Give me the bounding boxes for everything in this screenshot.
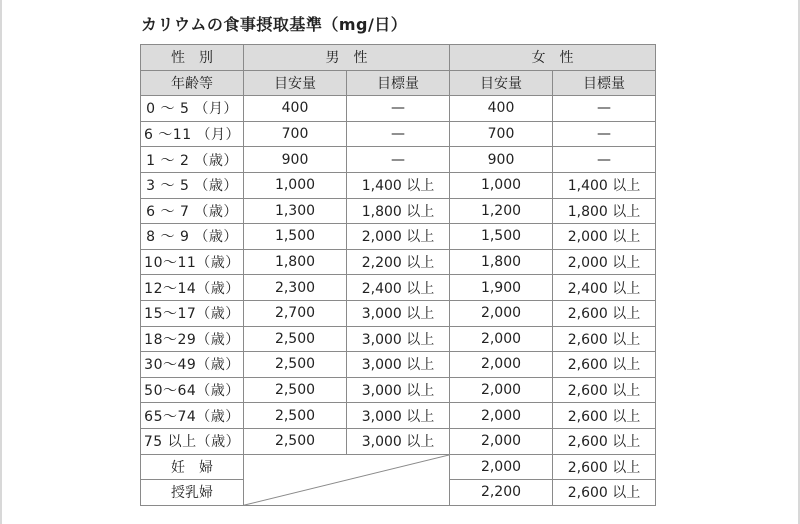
page-border-left [0, 0, 2, 524]
female-target-cell: 2,600 以上 [553, 300, 656, 326]
table-row [141, 172, 656, 198]
age-cell: 12～14（歳） [141, 275, 244, 301]
age-cell: 75 以上（歳） [141, 428, 244, 454]
male-adequate-cell: 2,500 [244, 377, 347, 403]
male-adequate-cell: 1,500 [244, 224, 347, 250]
male-target-cell: 3,000 以上 [347, 352, 450, 378]
male-target-cell: 3,000 以上 [347, 403, 450, 429]
female-target-cell: 2,600 以上 [553, 454, 656, 480]
male-adequate-cell: 900 [244, 147, 347, 173]
female-target-cell: — [553, 121, 656, 147]
table-body [141, 96, 656, 506]
male-target-cell: 3,000 以上 [347, 326, 450, 352]
table-row [141, 377, 656, 403]
age-cell: 8 ～ 9 （歳） [141, 224, 244, 250]
female-adequate-cell: 1,500 [450, 224, 553, 250]
male-target-cell: 3,000 以上 [347, 300, 450, 326]
diagonal-slash [244, 455, 449, 505]
age-cell: 30～49（歳） [141, 352, 244, 378]
header-age: 年齢等 [141, 70, 244, 96]
female-adequate-cell: 900 [450, 147, 553, 173]
age-cell: 15～17（歳） [141, 300, 244, 326]
female-target-cell: 2,600 以上 [553, 403, 656, 429]
male-adequate-cell: 1,800 [244, 249, 347, 275]
female-adequate-cell: 2,000 [450, 428, 553, 454]
female-target-cell: — [553, 147, 656, 173]
female-adequate-cell: 1,900 [450, 275, 553, 301]
header-female-adequate: 目安量 [450, 70, 553, 96]
male-target-cell: 1,800 以上 [347, 198, 450, 224]
male-target-cell: 2,200 以上 [347, 249, 450, 275]
female-target-cell: 2,400 以上 [553, 275, 656, 301]
female-adequate-cell: 2,000 [450, 352, 553, 378]
table-row [141, 198, 656, 224]
female-adequate-cell: 2,000 [450, 300, 553, 326]
header-male: 男 性 [244, 45, 450, 71]
female-adequate-cell: 1,000 [450, 172, 553, 198]
male-target-cell: — [347, 96, 450, 122]
female-adequate-cell: 400 [450, 96, 553, 122]
table-row [141, 326, 656, 352]
female-target-cell: 2,600 以上 [553, 326, 656, 352]
female-adequate-cell: 1,200 [450, 198, 553, 224]
female-target-cell: 2,600 以上 [553, 352, 656, 378]
header-row-sex [141, 45, 656, 71]
age-cell: 0 ～ 5 （月） [141, 96, 244, 122]
table-row [141, 275, 656, 301]
female-target-cell: 1,400 以上 [553, 172, 656, 198]
table-row [141, 428, 656, 454]
female-adequate-cell: 2,000 [450, 403, 553, 429]
female-adequate-cell: 1,800 [450, 249, 553, 275]
female-adequate-cell: 700 [450, 121, 553, 147]
female-target-cell: — [553, 96, 656, 122]
male-target-cell: 2,400 以上 [347, 275, 450, 301]
female-adequate-cell: 2,000 [450, 326, 553, 352]
table-row [141, 352, 656, 378]
table-row [141, 249, 656, 275]
male-not-applicable-cell [244, 454, 450, 505]
group-label-cell: 妊 婦 [141, 454, 244, 480]
male-adequate-cell: 2,500 [244, 352, 347, 378]
male-adequate-cell: 2,500 [244, 403, 347, 429]
table-title: カリウムの食事摂取基準（mg/日） [141, 15, 408, 34]
male-target-cell: 3,000 以上 [347, 428, 450, 454]
male-adequate-cell: 2,300 [244, 275, 347, 301]
female-target-cell: 2,600 以上 [553, 480, 656, 506]
male-target-cell: 3,000 以上 [347, 377, 450, 403]
female-target-cell: 2,600 以上 [553, 377, 656, 403]
header-male-adequate: 目安量 [244, 70, 347, 96]
age-cell: 6 ～ 7 （歳） [141, 198, 244, 224]
header-female: 女 性 [450, 45, 656, 71]
female-adequate-cell: 2,200 [450, 480, 553, 506]
header-row-measure [141, 70, 656, 96]
male-target-cell: 2,000 以上 [347, 224, 450, 250]
male-adequate-cell: 1,000 [244, 172, 347, 198]
header-female-target: 目標量 [553, 70, 656, 96]
table-row [141, 224, 656, 250]
age-cell: 3 ～ 5 （歳） [141, 172, 244, 198]
female-target-cell: 2,000 以上 [553, 224, 656, 250]
male-adequate-cell: 1,300 [244, 198, 347, 224]
table-row [141, 403, 656, 429]
male-adequate-cell: 700 [244, 121, 347, 147]
group-label-cell: 授乳婦 [141, 480, 244, 506]
age-cell: 50～64（歳） [141, 377, 244, 403]
male-adequate-cell: 2,700 [244, 300, 347, 326]
table-row [141, 300, 656, 326]
female-adequate-cell: 2,000 [450, 454, 553, 480]
female-target-cell: 2,600 以上 [553, 428, 656, 454]
female-target-cell: 1,800 以上 [553, 198, 656, 224]
age-cell: 18～29（歳） [141, 326, 244, 352]
male-target-cell: — [347, 121, 450, 147]
male-target-cell: 1,400 以上 [347, 172, 450, 198]
table-row [141, 121, 656, 147]
table-row [141, 96, 656, 122]
age-cell: 65～74（歳） [141, 403, 244, 429]
header-male-target: 目標量 [347, 70, 450, 96]
header-sex: 性 別 [141, 45, 244, 71]
female-target-cell: 2,000 以上 [553, 249, 656, 275]
potassium-intake-table [140, 44, 656, 506]
table-row [141, 147, 656, 173]
age-cell: 1 ～ 2 （歳） [141, 147, 244, 173]
table-row [141, 454, 656, 480]
female-adequate-cell: 2,000 [450, 377, 553, 403]
male-adequate-cell: 2,500 [244, 326, 347, 352]
male-target-cell: — [347, 147, 450, 173]
male-adequate-cell: 400 [244, 96, 347, 122]
age-cell: 10～11（歳） [141, 249, 244, 275]
age-cell: 6 ～11 （月） [141, 121, 244, 147]
male-adequate-cell: 2,500 [244, 428, 347, 454]
